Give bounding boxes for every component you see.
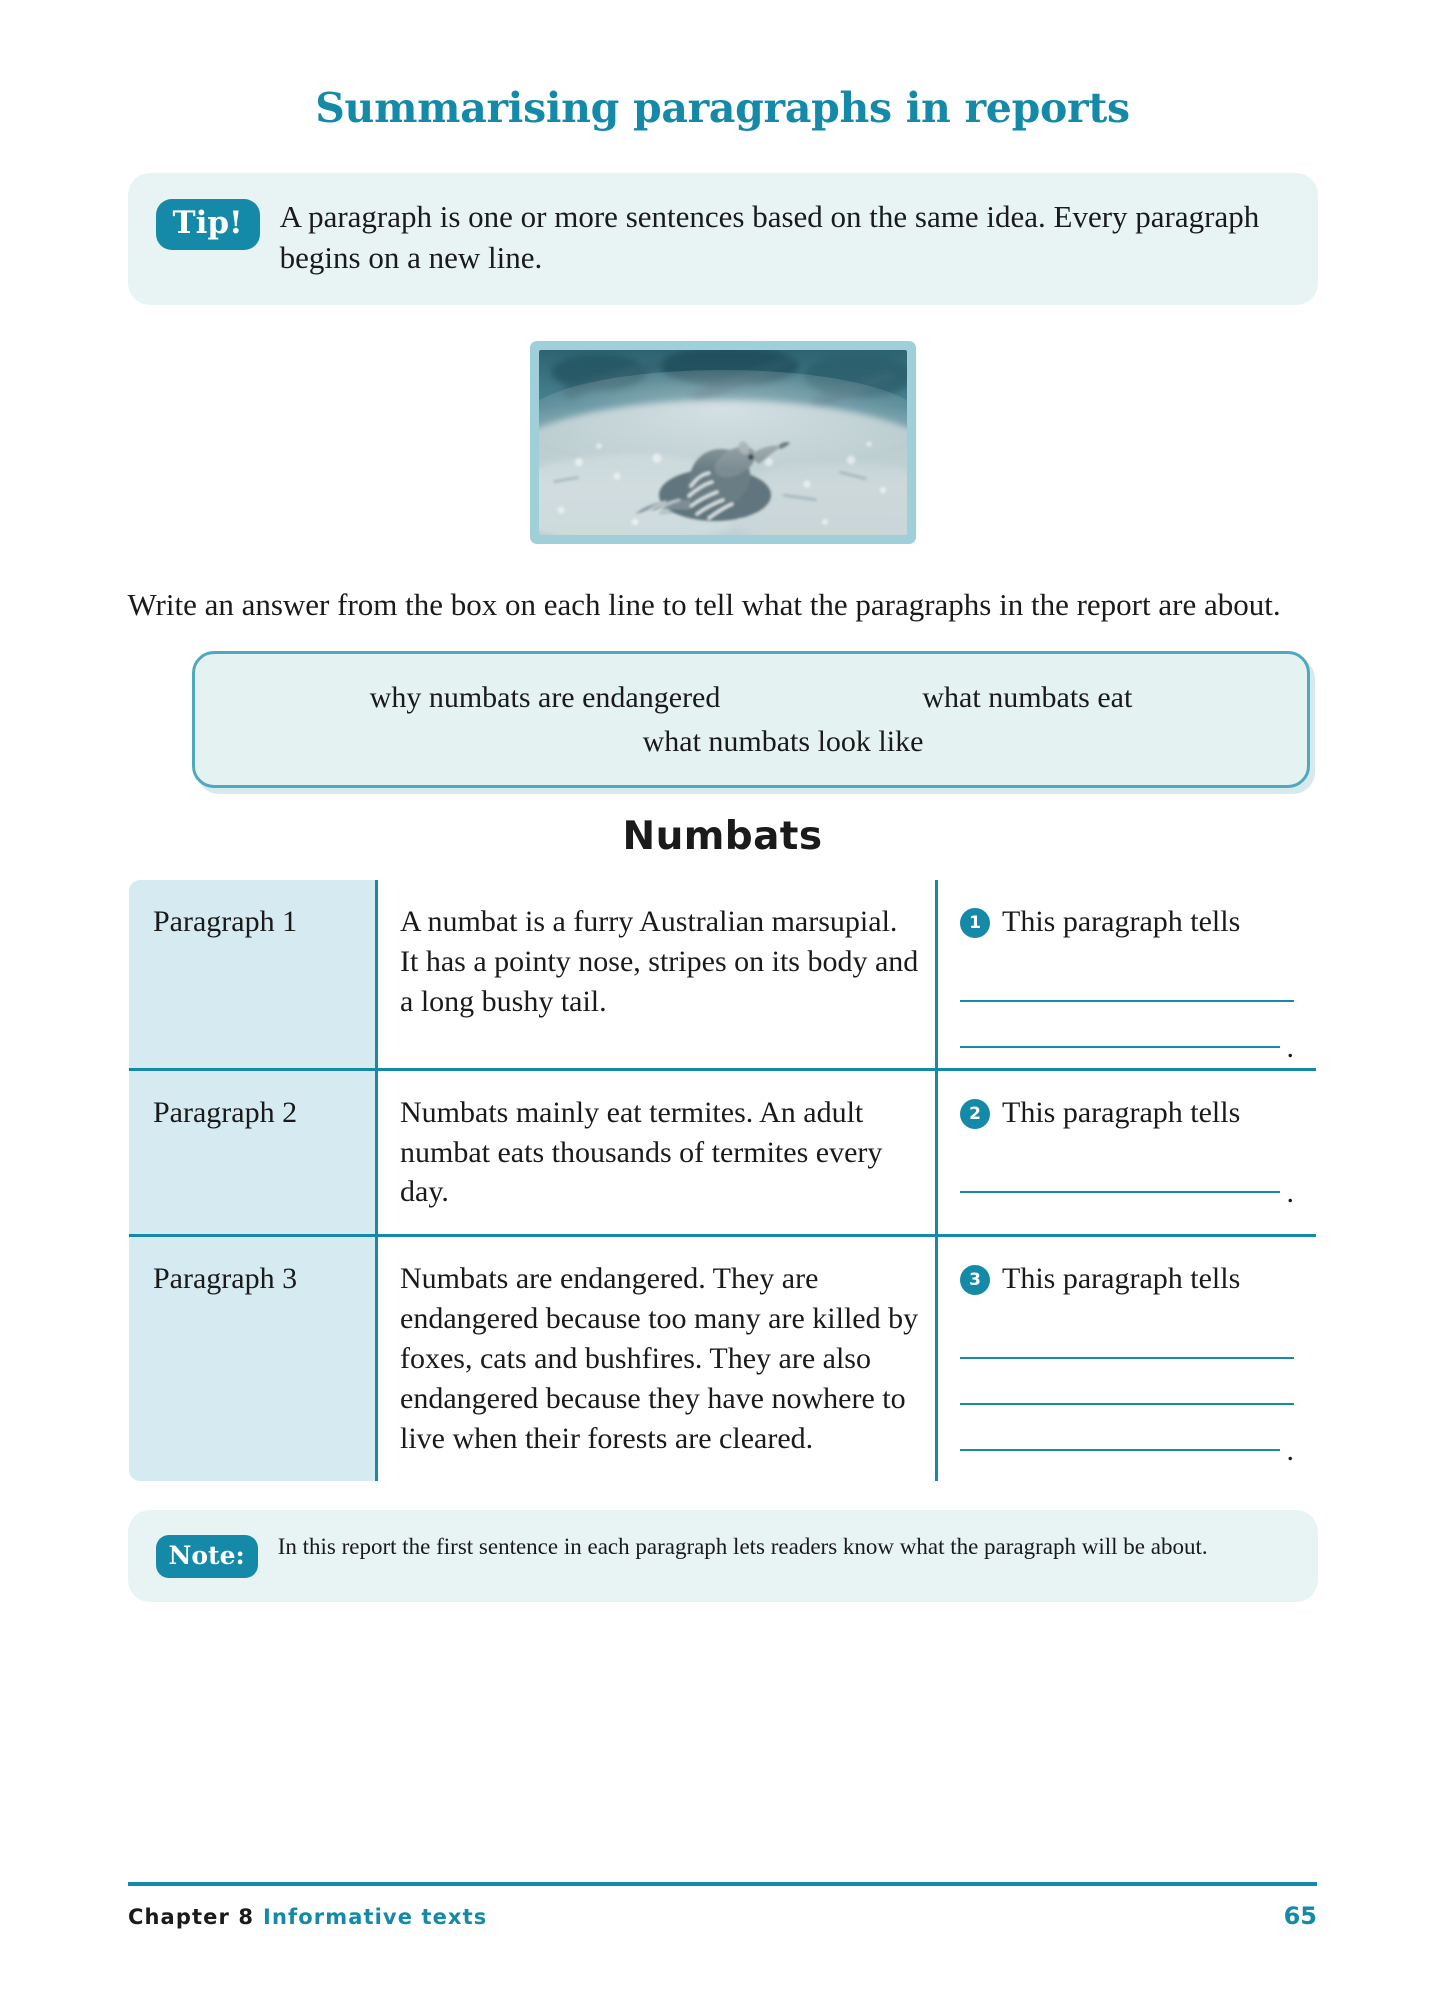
- footer-chapter: Chapter 8: [128, 1905, 255, 1929]
- note-callout: [128, 1510, 1318, 1602]
- answer-cell[interactable]: [937, 1236, 1318, 1482]
- page-number: 65: [1283, 1902, 1317, 1930]
- answer-cell[interactable]: [937, 878, 1318, 1069]
- step-number-icon: 1: [960, 908, 990, 938]
- word-bank: [192, 651, 1310, 788]
- answer-line[interactable]: [960, 1405, 1280, 1451]
- table-row: [128, 1236, 1318, 1482]
- answer-line[interactable]: [960, 1359, 1294, 1405]
- note-badge: Note:: [156, 1535, 258, 1578]
- tip-text: A paragraph is one or more sentences based on the same idea. Every paragraph begins on a new line.: [279, 199, 1260, 275]
- answer-prompt-text: This paragraph tells: [1002, 1262, 1241, 1296]
- word-bank-option-3[interactable]: what numbats look like: [642, 725, 924, 759]
- step-number-icon: 2: [960, 1099, 990, 1129]
- paragraph-table: [126, 877, 1319, 1484]
- tip-badge: Tip!: [156, 199, 260, 250]
- word-bank-option-2[interactable]: what numbats eat: [922, 681, 1133, 715]
- answer-prompt: [960, 1093, 1294, 1133]
- photo-frame: [530, 341, 916, 544]
- answer-cell[interactable]: [937, 1069, 1318, 1236]
- answer-prompt: [960, 1259, 1294, 1299]
- answer-line[interactable]: [960, 1002, 1280, 1048]
- paragraph-text: Numbats mainly eat termites. An adult numbat eats thousands of termites every day.: [377, 1069, 937, 1236]
- answer-line[interactable]: [960, 1313, 1294, 1359]
- word-bank-option-1[interactable]: why numbats are endangered: [369, 681, 721, 715]
- answer-line[interactable]: [960, 956, 1294, 1002]
- answer-line[interactable]: [960, 1147, 1280, 1193]
- paragraph-text: Numbats are endangered. They are endangered because too many are killed by foxes, cats and bushfires. They are also endangered because they have nowhere to live when their forests are cleared.: [377, 1236, 937, 1482]
- answer-prompt-text: This paragraph tells: [1002, 1095, 1241, 1129]
- answer-prompt: [960, 902, 1294, 942]
- table-row: [128, 878, 1318, 1069]
- paragraph-label: Paragraph 2: [128, 1069, 377, 1236]
- note-text: In this report the first sentence in each paragraph lets readers know what the paragraph will be about.: [277, 1533, 1208, 1559]
- answer-lines[interactable]: [960, 956, 1294, 1048]
- footer-divider: [128, 1882, 1317, 1886]
- answer-lines[interactable]: [960, 1313, 1294, 1451]
- paragraph-label: Paragraph 3: [128, 1236, 377, 1482]
- tip-callout: [128, 173, 1318, 305]
- paragraph-label: Paragraph 1: [128, 878, 377, 1069]
- report-heading: Numbats: [622, 813, 823, 859]
- numbat-photo: [539, 350, 907, 535]
- footer-left: [128, 1905, 487, 1929]
- answer-prompt-text: This paragraph tells: [1002, 904, 1241, 938]
- page-title: Summarising paragraphs in reports: [315, 84, 1130, 132]
- table-row: [128, 1069, 1318, 1236]
- footer-section: Informative texts: [263, 1905, 488, 1929]
- page-footer: [128, 1882, 1317, 1930]
- instruction-text: Write an answer from the box on each line to tell what the paragraphs in the report are about.: [127, 586, 1281, 622]
- paragraph-text: A numbat is a furry Australian marsupial. It has a pointy nose, stripes on its body and a long bushy tail.: [377, 878, 937, 1069]
- answer-lines[interactable]: [960, 1147, 1294, 1193]
- step-number-icon: 3: [960, 1265, 990, 1295]
